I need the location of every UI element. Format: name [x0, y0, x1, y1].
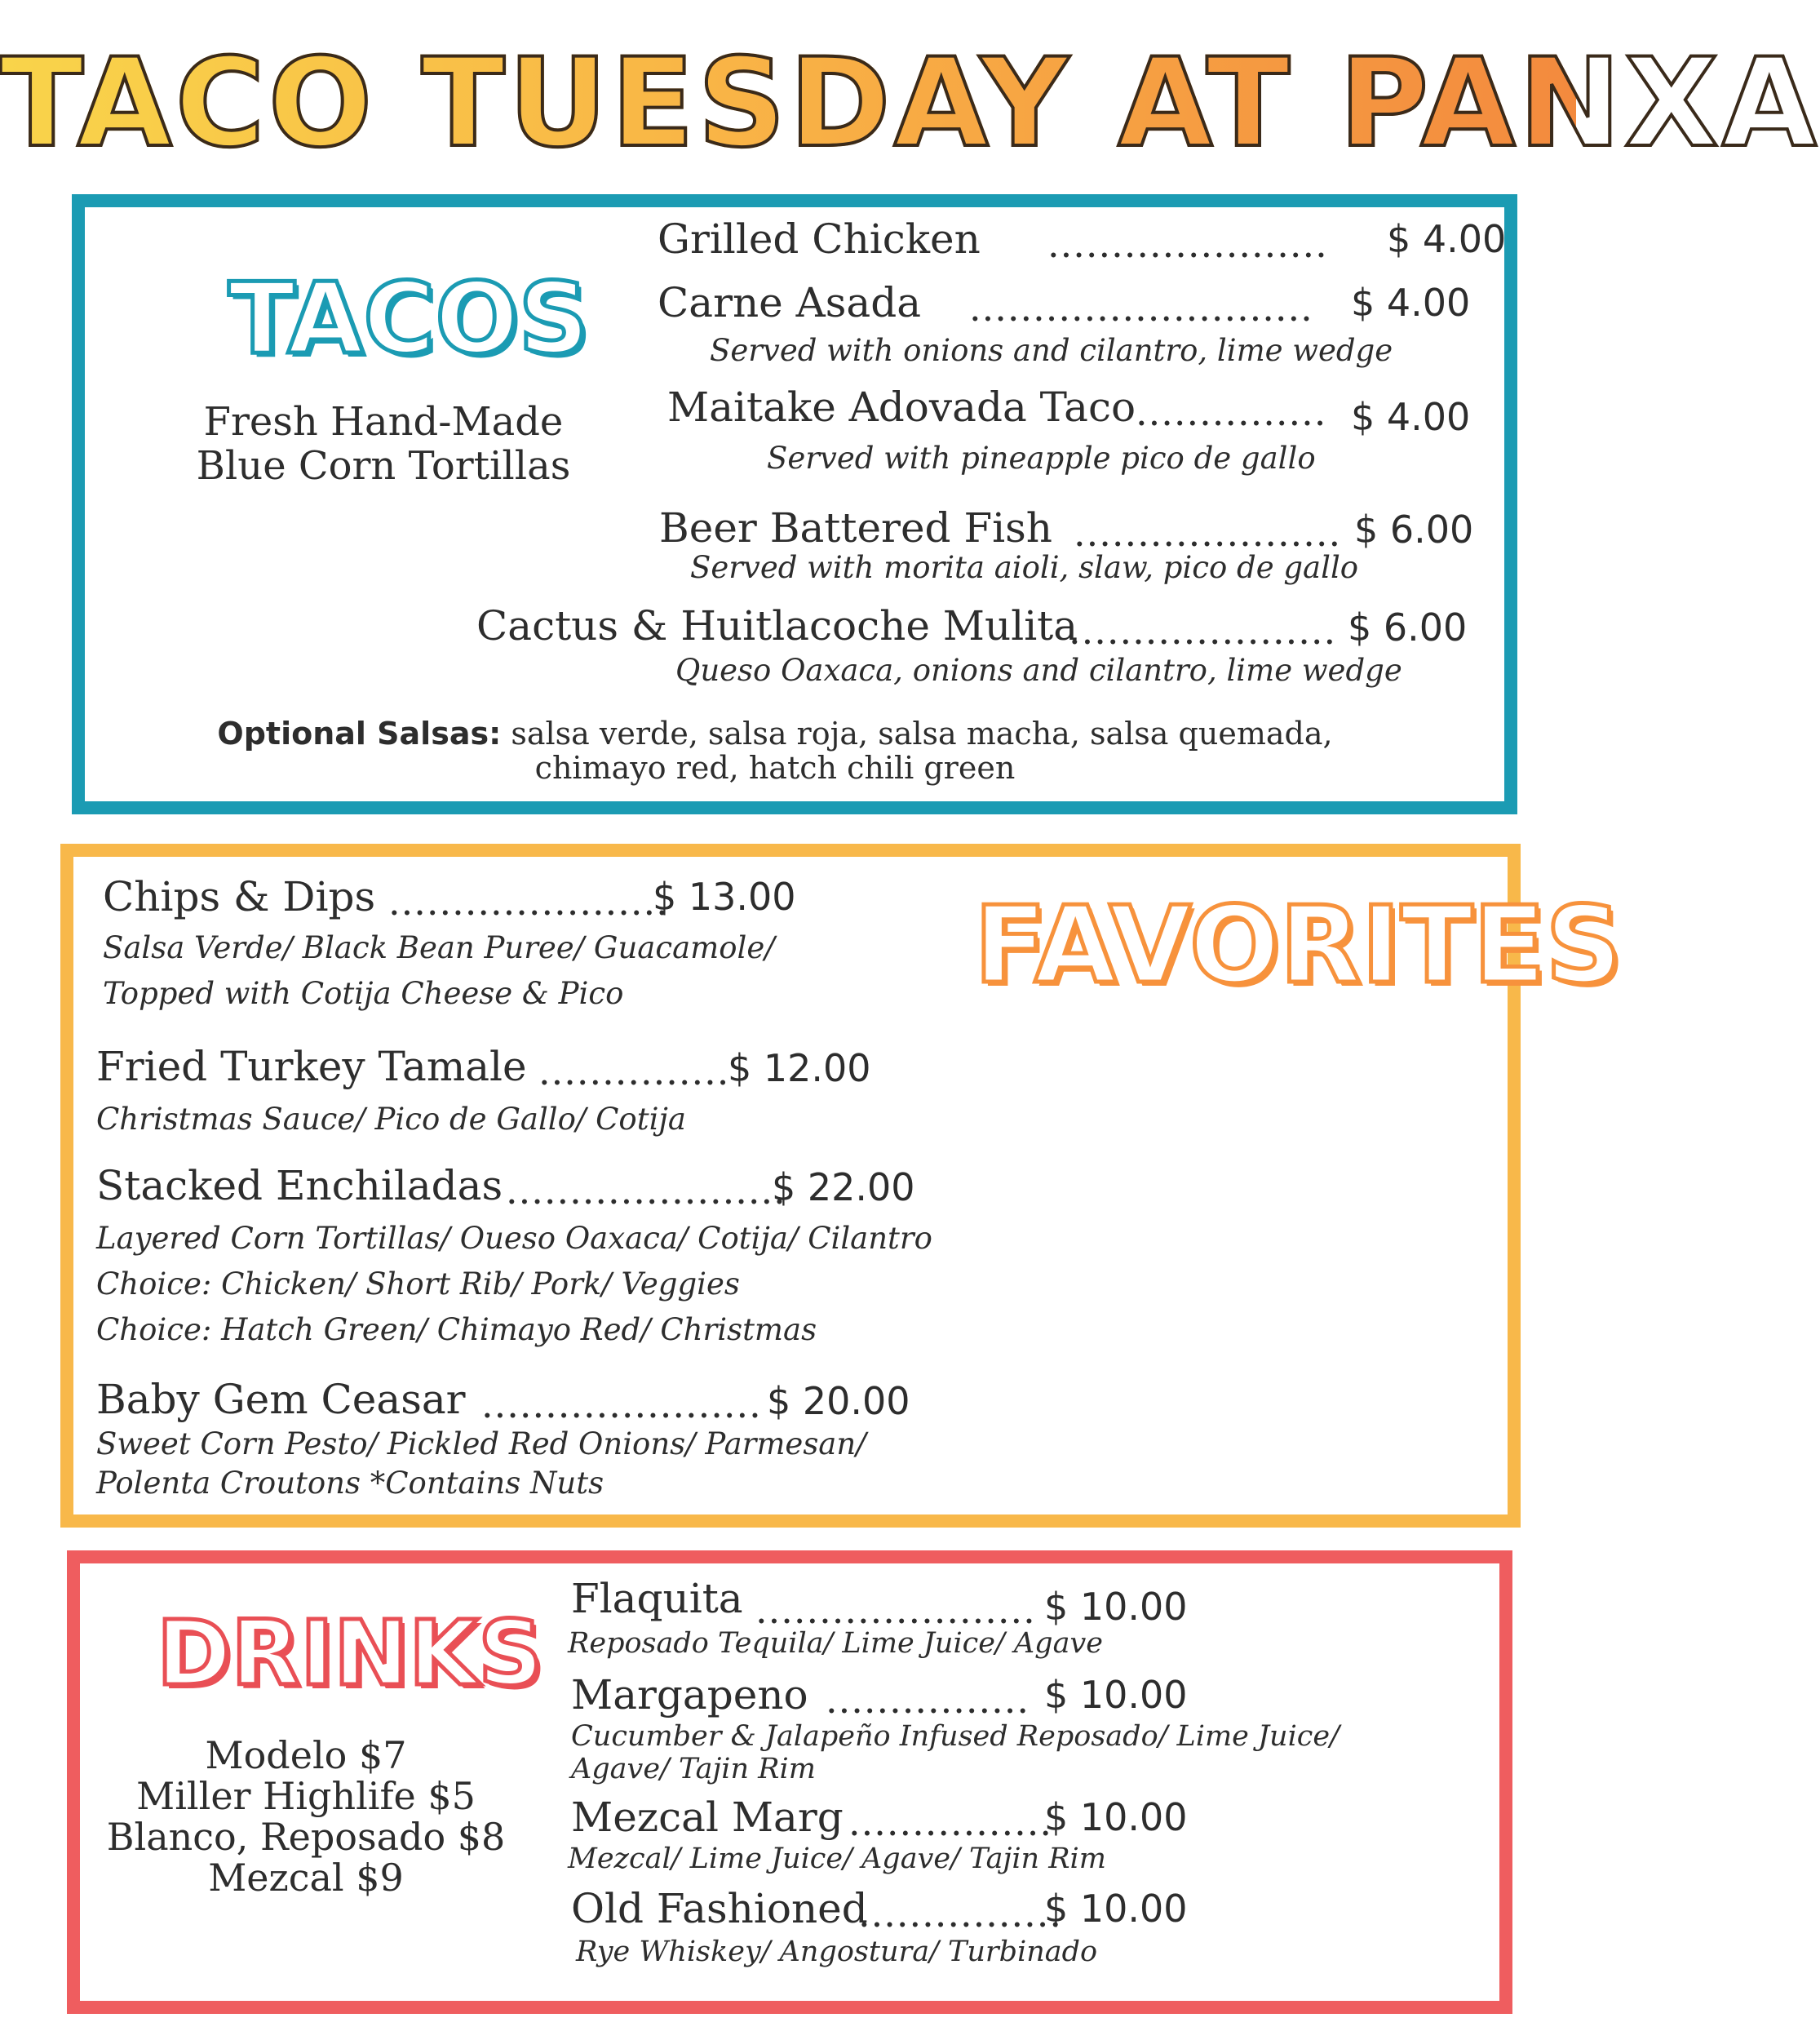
- drink-item-desc: Rye Whiskey/ Angostura/ Turbinado: [576, 1936, 1098, 1968]
- taco-item-desc: Queso Oaxaca, onions and cilantro, lime wedge: [675, 653, 1402, 688]
- leader-dots: ......................: [1047, 222, 1328, 266]
- drinks-simple-list: [106, 1735, 506, 1898]
- drink-item-name: Mezcal Marg: [571, 1794, 844, 1841]
- taco-item-name: Grilled Chicken: [658, 215, 981, 263]
- taco-item-name: Beer Battered Fish: [659, 504, 1052, 552]
- taco-item-desc: Served with onions and cilantro, lime wedge: [710, 333, 1393, 368]
- favorite-item-price: $ 12.00: [728, 1046, 871, 1090]
- drink-item-name: Flaquita: [571, 1575, 743, 1622]
- salsas-line1: salsa verde, salsa roja, salsa macha, salsa quemada,: [511, 716, 1333, 752]
- favorite-item-price: $ 22.00: [772, 1165, 915, 1209]
- favorite-item-name: Chips & Dips: [103, 873, 376, 920]
- leader-dots: ...............: [1136, 390, 1327, 434]
- favorite-item-desc: Salsa Verde/ Black Bean Puree/ Guacamole/: [103, 930, 775, 965]
- taco-item-desc: Served with morita aioli, slaw, pico de gallo: [690, 550, 1359, 585]
- favorite-item-name: Baby Gem Ceasar: [96, 1376, 466, 1423]
- drink-item-price: $ 10.00: [1044, 1795, 1188, 1839]
- optional-salsas: [163, 716, 1387, 785]
- leader-dots: ......................: [506, 1169, 786, 1213]
- favorite-item-price: $ 13.00: [653, 875, 796, 919]
- drink-item-price: $ 10.00: [1044, 1585, 1188, 1629]
- leader-dots: ................: [858, 1891, 1062, 1936]
- drink-item-desc: Cucumber & Jalapeño Infused Reposado/ Lime Juice/: [571, 1720, 1340, 1753]
- taco-item-desc: Served with pineapple pico de gallo: [767, 441, 1316, 476]
- favorite-item-desc: Christmas Sauce/ Pico de Gallo/ Cotija: [96, 1102, 686, 1137]
- tacos-heading: TACOS: [228, 263, 589, 376]
- drinks-heading: DRINKS: [157, 1601, 543, 1705]
- taco-item-name: Carne Asada: [658, 279, 922, 326]
- drink-item-desc: Reposado Tequila/ Lime Juice/ Agave: [568, 1627, 1103, 1660]
- salsas-label: Optional Salsas:: [217, 716, 502, 752]
- tacos-subtitle: [171, 400, 596, 488]
- drink-item-desc: Mezcal/ Lime Juice/ Agave/ Tajin Rim: [568, 1843, 1106, 1875]
- drink-list-item: Modelo $7: [205, 1733, 407, 1777]
- favorite-item-desc: Sweet Corn Pesto/ Pickled Red Onions/ Parmesan/: [96, 1426, 866, 1461]
- taco-item-price: $ 4.00: [1351, 281, 1471, 325]
- favorite-item-desc: Topped with Cotija Cheese & Pico: [103, 976, 624, 1011]
- taco-item-price: $ 4.00: [1351, 395, 1471, 439]
- tacos-subtitle-line2: Blue Corn Tortillas: [196, 443, 571, 489]
- tacos-subtitle-line1: Fresh Hand-Made: [203, 399, 564, 445]
- favorite-item-desc: Choice: Chicken/ Short Rib/ Pork/ Veggies: [96, 1266, 740, 1302]
- drink-list-item: Blanco, Reposado $8: [106, 1815, 506, 1859]
- taco-item-price: $ 6.00: [1354, 508, 1474, 552]
- salsas-line2: chimayo red, hatch chili green: [534, 750, 1016, 786]
- drink-item-desc: Agave/ Tajin Rim: [571, 1753, 816, 1785]
- favorite-item-desc: Choice: Hatch Green/ Chimayo Red/ Christmas: [96, 1312, 817, 1347]
- taco-item-name: Cactus & Huitlacoche Mulita: [476, 602, 1078, 650]
- taco-item-name: Maitake Adovada Taco: [667, 384, 1136, 431]
- favorite-item-name: Stacked Enchiladas: [96, 1162, 503, 1209]
- drink-list-item: Mezcal $9: [208, 1856, 404, 1900]
- leader-dots: ...........................: [969, 286, 1313, 330]
- drink-item-name: Old Fashioned: [571, 1885, 868, 1932]
- leader-dots: .....................: [1069, 609, 1337, 653]
- leader-dots: ................: [848, 1800, 1052, 1844]
- leader-dots: ......................: [388, 880, 669, 924]
- leader-dots: ...............: [538, 1049, 730, 1093]
- favorite-item-desc: Polenta Croutons *Contains Nuts: [96, 1466, 604, 1501]
- taco-item-price: $ 4.00: [1387, 217, 1507, 261]
- drink-list-item: Miller Highlife $5: [136, 1774, 476, 1818]
- favorites-heading: FAVORITES: [974, 883, 1623, 1007]
- leader-dots: ......................: [481, 1382, 762, 1426]
- taco-item-price: $ 6.00: [1348, 605, 1468, 650]
- leader-dots: ................: [826, 1678, 1030, 1722]
- favorite-item-price: $ 20.00: [767, 1379, 910, 1423]
- leader-dots: .....................: [1074, 511, 1342, 555]
- favorite-item-desc: Layered Corn Tortillas/ Oueso Oaxaca/ Cotija/ Cilantro: [96, 1221, 932, 1256]
- drink-item-price: $ 10.00: [1044, 1673, 1188, 1717]
- favorite-item-name: Fried Turkey Tamale: [96, 1043, 527, 1090]
- page-title: TACO TUESDAY AT PANXA: [0, 33, 1820, 175]
- drink-item-name: Margapeno: [571, 1671, 808, 1718]
- drink-item-price: $ 10.00: [1044, 1887, 1188, 1931]
- leader-dots: ......................: [755, 1588, 1036, 1632]
